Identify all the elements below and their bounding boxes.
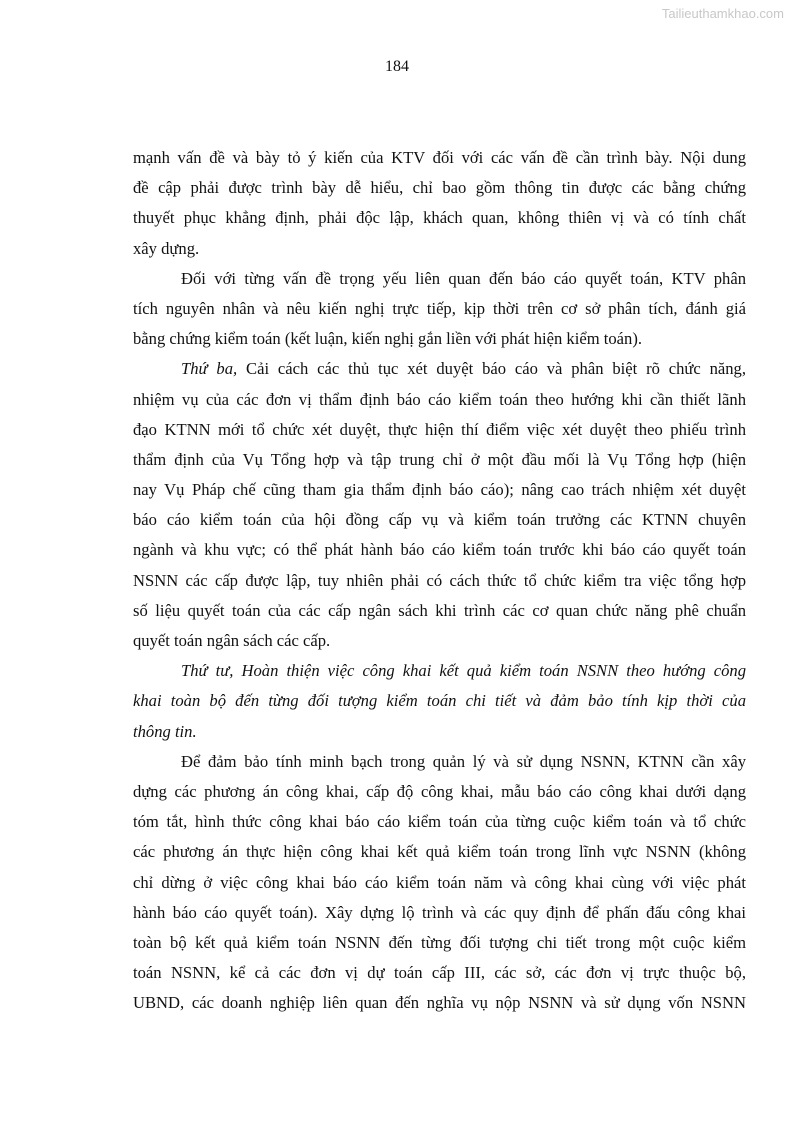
watermark: Tailieuthamkhao.com <box>661 6 784 21</box>
text-line <box>133 445 746 475</box>
text-line <box>133 868 746 898</box>
text-line <box>133 988 746 1018</box>
text-line <box>133 203 746 233</box>
line-text: mạnh vấn đề và bày tỏ ý kiến của KTV đối với các vấn đề cần trình bày. Nội dung <box>133 148 746 167</box>
text-line <box>133 717 746 747</box>
line-text: ngành và khu vực; có thể phát hành báo cáo kiểm toán trước khi báo cáo quyết toán <box>133 540 746 560</box>
line-text: hành báo cáo quyết toán). Xây dựng lộ trình và các quy định để phấn đấu công khai <box>133 902 746 922</box>
text-line <box>133 596 746 626</box>
line-text: Để đảm bảo tính minh bạch trong quản lý và sử dụng NSNN, KTNN cần xây <box>181 751 746 771</box>
text-line <box>133 535 746 565</box>
line-text: toàn bộ kết quả kiểm toán NSNN đến từng đối tượng chi tiết trong một cuộc kiểm <box>133 932 746 952</box>
page-number: 184 <box>385 58 409 75</box>
text-line <box>133 686 746 716</box>
line-text: Đối với từng vấn đề trọng yếu liên quan đến báo cáo quyết toán, KTV phân <box>181 268 746 288</box>
text-line <box>133 415 746 445</box>
line-text: NSNN các cấp được lập, tuy nhiên phải có cách thức tổ chức kiểm tra việc tổng hợp <box>133 570 746 590</box>
italic-text: Thứ tư, Hoàn thiện việc công khai kết quả kiểm toán NSNN theo hướng công <box>181 661 746 681</box>
line-text: báo cáo kiểm toán của hội đồng cấp vụ và kiểm toán trưởng các KTNN chuyên <box>133 510 746 530</box>
line-text: đạo KTNN mới tổ chức xét duyệt, thực hiện thí điểm việc xét duyệt theo phiếu trình <box>133 419 746 439</box>
text-line <box>133 898 746 928</box>
italic-text: khai toàn bộ đến từng đối tượng kiểm toán chi tiết và đảm bảo tính kịp thời của <box>133 691 746 711</box>
line-text: xây dựng. <box>133 238 200 258</box>
text-line <box>133 294 746 324</box>
text-line <box>133 143 746 173</box>
text-line <box>133 626 746 656</box>
text-line <box>133 656 746 686</box>
line-text: toán NSNN, kể cả các đơn vị dự toán cấp III, các sở, các đơn vị trực thuộc bộ, <box>133 963 746 983</box>
line-text: thuyết phục khẳng định, phải độc lập, khách quan, không thiên vị và có tính chất <box>133 208 746 228</box>
text-line <box>133 354 746 384</box>
text-line <box>133 777 746 807</box>
line-text: bằng chứng kiểm toán (kết luận, kiến nghị gắn liền với phát hiện kiểm toán). <box>133 329 643 349</box>
text-line <box>133 837 746 867</box>
text-line <box>133 566 746 596</box>
line-text: tích nguyên nhân và nêu kiến nghị trực tiếp, kịp thời trên cơ sở phân tích, đánh giá <box>133 298 746 318</box>
line-text: quyết toán ngân sách các cấp. <box>133 631 331 650</box>
text-line <box>133 475 746 505</box>
line-text: chỉ dừng ở việc công khai báo cáo kiểm toán năm và công khai cùng với việc phát <box>133 872 746 892</box>
text-line <box>133 505 746 535</box>
line-text: nhiệm vụ của các đơn vị thẩm định báo cáo kiểm toán theo hướng khi cần thiết lãnh <box>133 389 746 409</box>
text-line <box>133 747 746 777</box>
text-line <box>133 385 746 415</box>
text-line <box>133 324 746 354</box>
text-line <box>133 173 746 203</box>
text-line <box>133 264 746 294</box>
line-text: dựng các phương án công khai, cấp độ công khai, mẫu báo cáo công khai dưới dạng <box>133 781 746 801</box>
line-text: số liệu quyết toán của các cấp ngân sách khi trình các cơ quan chức năng phê chuẩn <box>133 600 746 620</box>
italic-text: thông tin. <box>133 721 197 741</box>
text-line <box>133 234 746 264</box>
text-line <box>133 958 746 988</box>
line-text: nay Vụ Pháp chế cũng tham gia thẩm định báo cáo); nâng cao trách nhiệm xét duyệt <box>133 480 746 500</box>
document-body <box>133 143 746 1018</box>
line-text: Cải cách các thủ tục xét duyệt báo cáo và phân biệt rõ chức năng, <box>237 359 747 379</box>
line-text: thẩm định của Vụ Tổng hợp và tập trung chỉ ở một đầu mối là Vụ Tổng hợp (hiện <box>133 449 746 469</box>
line-text: các phương án thực hiện công khai kết quả kiểm toán trong lĩnh vực NSNN (không <box>133 842 746 862</box>
line-text: đề cập phải được trình bày dễ hiểu, chỉ bao gồm thông tin được các bằng chứng <box>133 178 746 198</box>
text-line <box>133 807 746 837</box>
italic-text: Thứ ba, <box>181 359 238 379</box>
line-text: tóm tắt, hình thức công khai báo cáo kiểm toán của từng cuộc kiểm toán và tổ chức <box>133 812 746 832</box>
line-text: UBND, các doanh nghiệp liên quan đến nghĩa vụ nộp NSNN và sử dụng vốn NSNN <box>133 993 746 1013</box>
text-line <box>133 928 746 958</box>
